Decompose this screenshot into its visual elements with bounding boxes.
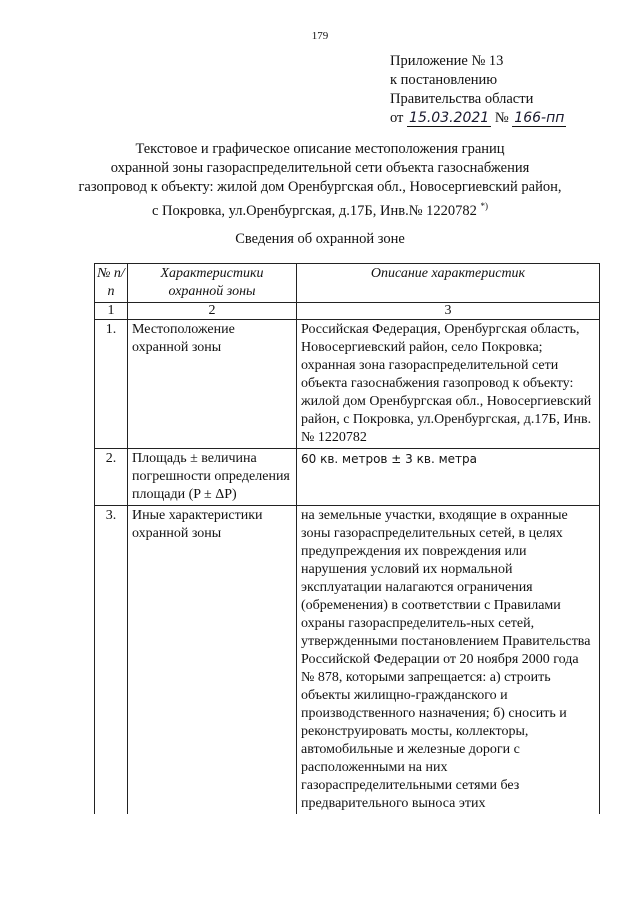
row-description: Российская Федерация, Оренбургская область, Новосергиевский район, село Покровка; охранная зона газораспределительной сети объекта газоснабжения газопровод к объекту: жилой дом Оренбургская обл., Новосергиевский район, с Покровка, ул.Оренбургская, д.17Б, Инв.№ 1220782 xyxy=(297,320,600,449)
table-header-row xyxy=(95,264,600,303)
header-description: Описание характеристик xyxy=(297,264,600,303)
row-name: Местоположение охранной зоны xyxy=(128,320,297,449)
date-prefix: от xyxy=(390,110,404,126)
table-row xyxy=(95,449,600,506)
appendix-block xyxy=(390,52,566,128)
column-number-row xyxy=(95,303,600,320)
title-line3: газопровод к объекту: жилой дом Оренбургская обл., Новосергиевский район, xyxy=(78,179,562,195)
header-characteristics: Характеристики охранной зоны xyxy=(128,264,297,303)
section-subtitle: Сведения об охранной зоне xyxy=(235,231,405,247)
col-number-1: 1 xyxy=(95,303,128,320)
protection-zone-table xyxy=(94,263,600,814)
row-number: 3. xyxy=(95,506,128,815)
table-row xyxy=(95,506,600,815)
handwritten-date: 15.03.2021 xyxy=(409,110,490,126)
table-row xyxy=(95,320,600,449)
handwritten-number: 166-пп xyxy=(514,110,565,126)
page-number: 179 xyxy=(311,30,329,42)
appendix-line1: Приложение № 13 xyxy=(390,53,504,69)
row-name: Иные характеристики охранной зоны xyxy=(128,506,297,815)
row-description: на земельные участки, входящие в охранные зоны газораспределительных сетей, в целях предупреждения их повреждения или нарушения условий их нормальной эксплуатации налагаются ограничения (обременения) в соответствии с Правилами охраны газораспределитель-ных сетей, утвержденными постановлением Правительства Российской Федерации от 20 ноября 2000 года № 878, которыми запрещается: а) строить объекты жилищно-гражданского и производственного назначения; б) сносить и реконструировать мосты, коллекторы, автомобильные и железные дороги с расположенными на них газораспределительными сетями без предварительного выноса этих xyxy=(297,506,600,815)
appendix-line3: Правительства области xyxy=(390,91,534,107)
row-number: 1. xyxy=(95,320,128,449)
number-prefix: № xyxy=(494,110,509,126)
title-line4-text: с Покровка, ул.Оренбургская, д.17Б, Инв.№ 1220782 xyxy=(151,202,477,219)
title-line1: Текстовое и графическое описание местоположения границ xyxy=(135,141,505,157)
appendix-date-line xyxy=(390,109,566,128)
row-number: 2. xyxy=(95,449,128,506)
row-name: Площадь ± величина погрешности определения площади (P ± ΔP) xyxy=(128,449,297,506)
row-description: 60 кв. метров ± 3 кв. метра xyxy=(297,449,600,506)
col-number-3: 3 xyxy=(297,303,600,320)
col-number-2: 2 xyxy=(128,303,297,320)
header-number: № п/п xyxy=(95,264,128,303)
title-line2: охранной зоны газораспределительной сети объекта газоснабжения xyxy=(110,160,530,176)
footnote-mark: *) xyxy=(480,201,489,211)
document-title xyxy=(60,140,580,221)
title-line4 xyxy=(60,197,580,221)
appendix-line2: к постановлению xyxy=(390,72,498,88)
